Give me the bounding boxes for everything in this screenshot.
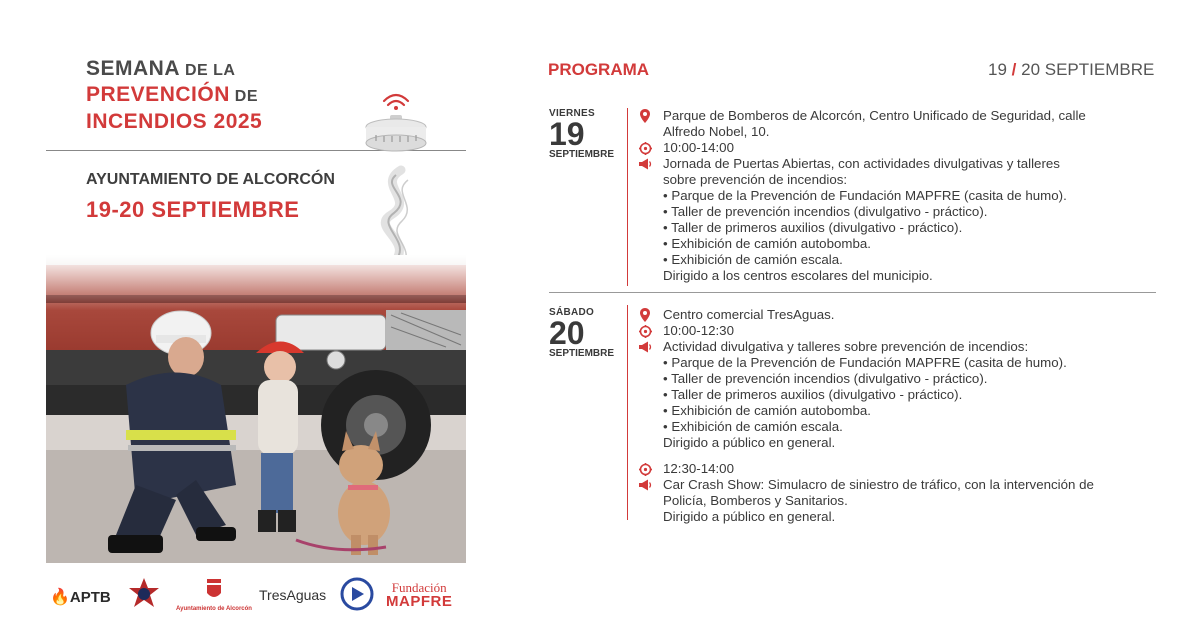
firefighter-emblem-logo: [128, 577, 160, 611]
day2-activity-line: • Taller de primeros auxilios (divulgativo - práctico).: [663, 387, 963, 402]
day2-activity1-row: [638, 339, 1028, 355]
day1-location-cont: Alfredo Nobel, 10.: [663, 124, 770, 139]
day1-activity-line: Jornada de Puertas Abiertas, con actividades divulgativas y talleres: [663, 156, 1060, 171]
day2-activity-line: • Exhibición de camión escala.: [663, 419, 843, 434]
day1-activity-line: Dirigido a los centros escolares del municipio.: [663, 268, 933, 283]
map-pin-icon: [638, 108, 652, 124]
day1-activity-row: [638, 156, 1060, 172]
poster-title-line1: SEMANA DE LA: [86, 57, 236, 80]
clock-icon: [638, 461, 652, 477]
coat-of-arms-icon: [205, 577, 223, 601]
day1-activity-line: sobre prevención de incendios:: [663, 172, 848, 187]
day2-location: Centro comercial TresAguas.: [663, 307, 835, 322]
fundacion-mapfre-logo: Fundación MAPFRE: [386, 580, 453, 610]
event-poster: [46, 55, 466, 630]
day1-activity-line: • Taller de primeros auxilios (divulgativo - práctico).: [663, 220, 963, 235]
day1-activity-line: • Exhibición de camión escala.: [663, 252, 843, 267]
program-dates: 19 / 20 SEPTIEMBRE: [988, 60, 1155, 79]
map-pin-icon: [638, 307, 652, 323]
day2-activity2-line: Car Crash Show: Simulacro de siniestro de tráfico, con la intervención de: [663, 477, 1094, 492]
day2-activity-line: Dirigido a público en general.: [663, 435, 836, 450]
tresaguas-logo: TresAguas: [259, 587, 327, 603]
day2-time1-row: [638, 323, 734, 339]
aptb-logo: 🔥APTB: [50, 589, 111, 606]
day2-activity-line: • Taller de prevención incendios (divulgativo - práctico).: [663, 371, 988, 386]
day1-activity-line: • Exhibición de camión autobomba.: [663, 236, 871, 251]
day2-activity-line: • Parque de la Prevención de Fundación MAPFRE (casita de humo).: [663, 355, 1067, 370]
poster-title-line3: INCENDIOS 2025: [86, 110, 263, 133]
day1-location-row: [638, 108, 1086, 124]
clock-icon: [638, 140, 652, 156]
day1-activity-line: • Taller de prevención incendios (divulgativo - práctico).: [663, 204, 988, 219]
smoke-detector-icon: [356, 75, 436, 275]
day-label-friday: VIERNES 19 SEPTIEMBRE: [549, 108, 615, 160]
ayuntamiento-logo: Ayuntamiento de Alcorcón: [174, 577, 254, 612]
megaphone-icon: [638, 477, 652, 493]
day2-time2: 12:30-14:00: [663, 461, 734, 476]
poster-dates: 19-20 SEPTIEMBRE: [86, 197, 300, 222]
day2-activity2-line: Dirigido a público en general.: [663, 509, 836, 524]
day1-timeline: [627, 108, 628, 286]
clock-icon: [638, 323, 652, 339]
day2-time2-row: [638, 461, 734, 477]
megaphone-icon: [638, 339, 652, 355]
day2-time1: 10:00-12:30: [663, 323, 734, 338]
day1-time: 10:00-14:00: [663, 140, 734, 155]
firefighter-photo: [46, 255, 466, 563]
day2-activity2-line: Policía, Bomberos y Sanitarios.: [663, 493, 848, 508]
sponsor-logos: [46, 575, 466, 620]
program-title: PROGRAMA: [548, 60, 650, 79]
proteccion-civil-logo: [340, 577, 374, 611]
day1-location: Parque de Bomberos de Alcorcón, Centro Unificado de Seguridad, calle: [663, 108, 1086, 123]
day2-activity2-row: [638, 477, 1094, 493]
poster-title-line2: PREVENCIÓN DE: [86, 83, 259, 106]
poster-city: AYUNTAMIENTO DE ALCORCÓN: [86, 171, 335, 188]
day1-time-row: [638, 140, 734, 156]
day-divider: [549, 292, 1156, 293]
day1-activity-line: • Parque de la Prevención de Fundación MAPFRE (casita de humo).: [663, 188, 1067, 203]
day-label-saturday: SÁBADO 20 SEPTIEMBRE: [549, 307, 615, 359]
day2-activity-line: • Exhibición de camión autobomba.: [663, 403, 871, 418]
day2-location-row: [638, 307, 834, 323]
day2-timeline: [627, 305, 628, 520]
day2-activity-line: Actividad divulgativa y talleres sobre prevención de incendios:: [663, 339, 1029, 354]
megaphone-icon: [638, 156, 652, 172]
